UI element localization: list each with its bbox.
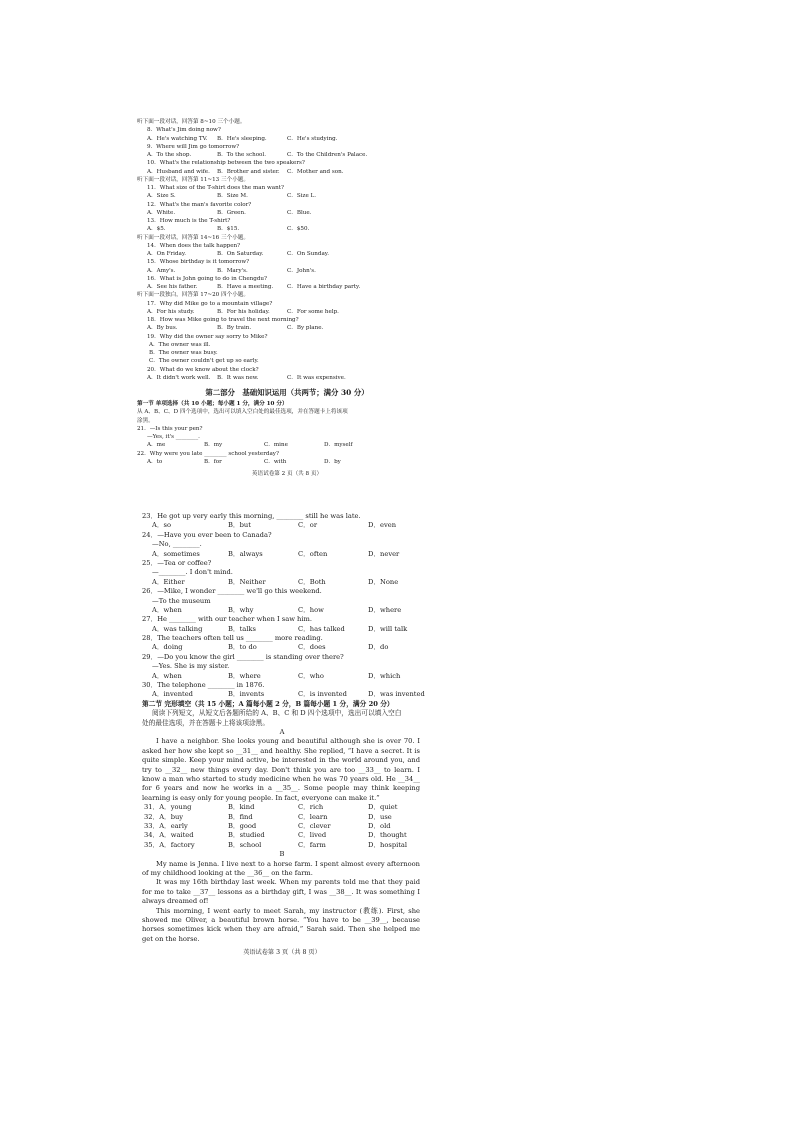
option-a: A．Either (152, 577, 185, 586)
option-a: A．To the shop. (147, 152, 192, 158)
option-b: B．Mary's. (217, 267, 248, 274)
option-b: B．studied (228, 831, 265, 840)
question-21-options (137, 441, 437, 449)
question-17: 17．Why did Mike go to a mountain village? (147, 300, 273, 307)
option-b: B．for (204, 458, 222, 465)
option-c: C．rich (298, 803, 324, 812)
passage-a-text: I have a neighbor. She looks young and beautiful although she is over 70. I asked her how she kept so __31__ and healthy. She replied, “I have a secret. It is quite simple. Keep your mind active, be interested in the world around you, and try to __32__ new things every day. Don't think you are too __33__ to learn. I know a man who started to study medicine when he was 70 years old. He __34__ for 6 years and now he works in a __35__. Some people may think keeping learning is easy only for young people. In fact, everyone can make it.” (142, 737, 420, 802)
question-14-options (137, 250, 437, 258)
option-c: C．has talked (298, 624, 345, 633)
option-d: D．where (368, 605, 402, 614)
question-26-options (142, 606, 422, 615)
option-a: A．By bus. (147, 325, 178, 332)
option-b: B．By train. (217, 325, 252, 332)
option-c: C．or (298, 521, 318, 530)
question-29: 29．—Do you know the girl ________ is standing over there? (142, 652, 344, 661)
option-d: D．even (368, 521, 397, 530)
option-c: C．who (298, 671, 324, 680)
option-a: A．was talking (152, 624, 203, 633)
option-a: A．me (147, 442, 166, 449)
option-c: C．how (298, 605, 324, 614)
option-a: A．Size S. (147, 193, 176, 200)
section-2-instructions: 阅读下列短文，从短文后各题所给的 A、B、C 和 D 四个选项中，选出可以填入空白 (152, 709, 402, 718)
question-9: 9．Where will Jim go tomorrow? (147, 143, 240, 150)
section-2-heading: 第二节 完形填空（共 15 小题；A 篇每小题 2 分，B 篇每小题 1 分，满分 20 分） (142, 699, 394, 708)
part-2-title: 第二部分 基础知识运用（共两节；满分 30 分） (205, 388, 369, 397)
option-a: 35．A．factory (144, 840, 195, 849)
question-31-options (142, 803, 422, 812)
option-b: B．Have a meeting. (217, 284, 274, 290)
option-a: A．invented (152, 690, 193, 699)
option-b: B．invents (228, 690, 265, 699)
question-18-options (137, 324, 437, 332)
option-d: D．never (368, 549, 400, 558)
option-d: D．will talk (368, 624, 408, 633)
option-b: B．Brother and sister. (217, 168, 280, 175)
question-15-options (137, 267, 437, 275)
option-d: D．use (368, 812, 392, 821)
option-d: D．old (368, 822, 391, 830)
option-b: B．Green. (217, 209, 246, 216)
option-c: C．$50. (287, 226, 310, 233)
option-b: B．always (228, 549, 263, 558)
option-b: B．school (228, 840, 262, 849)
page-footer: 英语试卷第 3 页（共 8 页） (243, 949, 321, 957)
option-a: A．White. (147, 209, 176, 216)
option-c: C．It was expensive. (287, 374, 346, 381)
option-c: C．often (298, 549, 328, 558)
section-1-instructions-cont: 涂黑。 (137, 417, 154, 424)
question-12: 12．What's the man's favorite color? (147, 201, 252, 208)
option-c: C．clever (298, 822, 331, 830)
question-18: 18．How was Mike going to travel the next morning? (147, 317, 299, 323)
question-26-reply: —To the museum (152, 596, 211, 605)
question-9-options (137, 151, 437, 159)
option-a: 34．A．waited (144, 831, 194, 840)
option-b: B．where (228, 671, 261, 680)
question-21: 21．—Is this your pen? (137, 425, 203, 432)
option-b: B．kind (228, 803, 255, 812)
question-11: 11．What size of the T-shirt does the man want? (147, 185, 284, 191)
option-c: C．For some help. (287, 308, 339, 315)
question-25-options (142, 578, 422, 587)
option-a: A．It didn't work well. (147, 374, 211, 381)
question-21-reply: —Yes, it's ________. (147, 434, 200, 440)
question-33-options (142, 822, 422, 831)
option-d: D．which (368, 671, 401, 680)
question-29-options (142, 672, 422, 681)
question-24-options (142, 550, 422, 559)
question-23: 23．He got up very early this morning, ________ still he was late. (142, 512, 361, 520)
option-a: A．For his study. (147, 308, 195, 315)
option-c: C．is invented (298, 690, 347, 699)
question-30-options (142, 690, 425, 699)
question-29-reply: —Yes. She is my sister. (152, 662, 230, 671)
question-28-options (142, 643, 422, 652)
option-d: D．thought (368, 831, 407, 840)
question-8-options (137, 135, 437, 143)
question-25-reply: —________. I don't mind. (152, 568, 233, 577)
option-a: 31．A．young (144, 803, 192, 812)
question-34-options (142, 831, 422, 840)
option-a: A．See his father. (147, 284, 198, 290)
option-b: B．but (228, 521, 251, 530)
question-32-options (142, 813, 422, 822)
question-10: 10．What's the relationship between the two speakers? (147, 160, 305, 167)
option-d: D．by (324, 458, 341, 465)
option-d: D．hospital (368, 840, 408, 849)
option-b: B．good (228, 822, 257, 830)
question-17-options (137, 308, 437, 316)
option-c: C．By plane. (287, 325, 324, 332)
option-b: B．It was new. (217, 374, 259, 381)
option-a: A．when (152, 605, 182, 614)
option-a: 33．A．early (144, 822, 188, 830)
option-c: C．He's studying. (287, 135, 338, 142)
option-c: C．Both (298, 577, 326, 586)
question-15: 15．Whose birthday is it tomorrow? (147, 259, 250, 266)
listening-intro-8-10: 听下面一段对话，回答第 8~10 三个小题。 (137, 119, 246, 125)
question-35-options (142, 841, 422, 850)
passage-b-paragraph-2: It was my 16th birthday last week. When my parents told me that they paid for me to take __37__ lessons as a birthday gift, I was __38__. It was something I always dreamed of! (142, 878, 420, 906)
option-a: A．sometimes (152, 549, 200, 558)
option-c: C．farm (298, 840, 326, 849)
option-c: C．learn (298, 812, 328, 821)
page-footer: 英语试卷第 2 页（共 8 页） (251, 471, 323, 477)
question-14: 14．When does the talk happen? (147, 242, 241, 249)
option-a: A．to (147, 458, 163, 465)
option-b: B．to do (228, 643, 257, 652)
option-d: D．quiet (368, 803, 398, 812)
question-24-reply: —No, ________. (152, 540, 202, 549)
option-b: B．He's sleeping. (217, 135, 267, 142)
question-20-options (137, 374, 437, 382)
option-c: C．Mother and son. (287, 168, 344, 175)
option-b: B．For his holiday. (217, 308, 270, 315)
option-b: B．To the school. (217, 152, 266, 158)
passage-b-paragraph-3: This morning, I went early to meet Sarah, my instructor (教练). First, she showed me Oliver, a beautiful brown horse. “You have to be __39__, because horses sometimes kick when they are afraid,” Sarah said. Then she helped me get on the horse. (142, 906, 420, 943)
option-d: D．myself (324, 442, 353, 449)
option-c: C．with (264, 458, 287, 465)
option-b: B．why (228, 605, 254, 614)
question-22: 22．Why were you late ________ school yesterday? (137, 450, 279, 457)
question-11-options (137, 192, 437, 200)
question-22-options (137, 458, 437, 466)
listening-intro-17-20: 听下面一段独白，回答第 17~20 四个小题。 (137, 292, 249, 299)
option-c: C．On Sunday. (287, 251, 329, 257)
option-a: A．On Friday. (147, 251, 187, 257)
question-13: 13．How much is the T-shirt? (147, 218, 231, 224)
section-1-heading: 第一节 单项选择（共 10 小题；每小题 1 分，满分 10 分） (137, 401, 288, 407)
option-a: A．when (152, 671, 182, 680)
section-1-instructions: 从 A、B、C、D 四个选项中，选出可以填入空白处的最佳选项，并在答题卡上将该项 (137, 409, 348, 416)
passage-b-label: B (279, 850, 285, 859)
question-20: 20．What do we know about the clock? (147, 366, 259, 373)
option-d: D．do (368, 643, 389, 652)
option-b: B．Size M. (217, 193, 248, 200)
question-28: 28．The teachers often tell us ________ more reading. (142, 634, 323, 643)
option-d: D．None (368, 577, 399, 586)
question-16: 16．What is John going to do in Chengdu? (147, 275, 268, 282)
option-b: B．$15. (217, 226, 240, 233)
question-23-options (142, 521, 422, 530)
listening-intro-14-16: 听下面一段对话，回答第 14~16 三个小题。 (137, 234, 249, 241)
question-10-options (137, 168, 437, 176)
section-2-instructions-cont: 处的最佳选项，并在答题卡上将该项涂黑。 (142, 718, 270, 727)
option-b: B．The owner was busy. (149, 350, 218, 356)
option-b: B．talks (228, 624, 256, 633)
option-b: B．my (204, 442, 223, 449)
option-c: C．Have a birthday party. (287, 284, 361, 290)
question-8: 8．What's Jim doing now? (147, 127, 221, 134)
option-a: A．He's watching TV. (147, 135, 208, 142)
question-13-options (137, 225, 437, 233)
question-30: 30．The telephone ________ in 1876. (142, 681, 265, 690)
option-a: 32．A．buy (144, 812, 184, 821)
option-a: A．doing (152, 643, 183, 652)
option-b: B．On Saturday. (217, 251, 264, 257)
listening-intro-11-13: 听下面一段对话，回答第 11~13 三个小题。 (137, 176, 249, 183)
option-c: C．John's. (287, 267, 316, 274)
exam-page-3 (142, 512, 425, 958)
option-b: B．find (228, 812, 253, 821)
option-c: C．Blue. (287, 209, 312, 216)
option-c: C．mine (264, 442, 288, 449)
option-b: B．Neither (228, 577, 266, 586)
option-c: C．Size L. (287, 193, 317, 200)
option-a: A．$5. (147, 226, 166, 233)
question-27-options (142, 625, 422, 634)
question-16-options (137, 283, 437, 291)
option-c: C．To the Children's Palace. (287, 152, 368, 158)
option-a: A．so (152, 521, 171, 530)
option-c: C．The owner couldn't get up so early. (149, 358, 259, 365)
option-a: A．Husband and wife. (147, 168, 210, 175)
option-c: C．lived (298, 831, 327, 840)
passage-a-label: A (279, 727, 285, 736)
option-a: A．The owner was ill. (149, 341, 211, 348)
question-26: 26．—Mike, I wonder ________ we'll go this weekend. (142, 587, 322, 596)
question-12-options (137, 209, 437, 217)
option-d: D．was invented (368, 690, 425, 699)
option-c: C．does (298, 643, 326, 652)
passage-b-paragraph-1: My name is Jenna. I live next to a horse farm. I spent almost every afternoon of my childhood looking at the __36__ on the farm. (142, 859, 420, 877)
option-a: A．Amy's. (147, 267, 176, 274)
question-19: 19．Why did the owner say sorry to Mike? (147, 333, 268, 340)
question-25: 25．—Tea or coffee? (142, 558, 212, 567)
exam-page-2 (137, 118, 437, 480)
question-27: 27．He ________ with our teacher when I saw him. (142, 615, 312, 624)
question-24: 24．—Have you ever been to Canada? (142, 530, 272, 539)
